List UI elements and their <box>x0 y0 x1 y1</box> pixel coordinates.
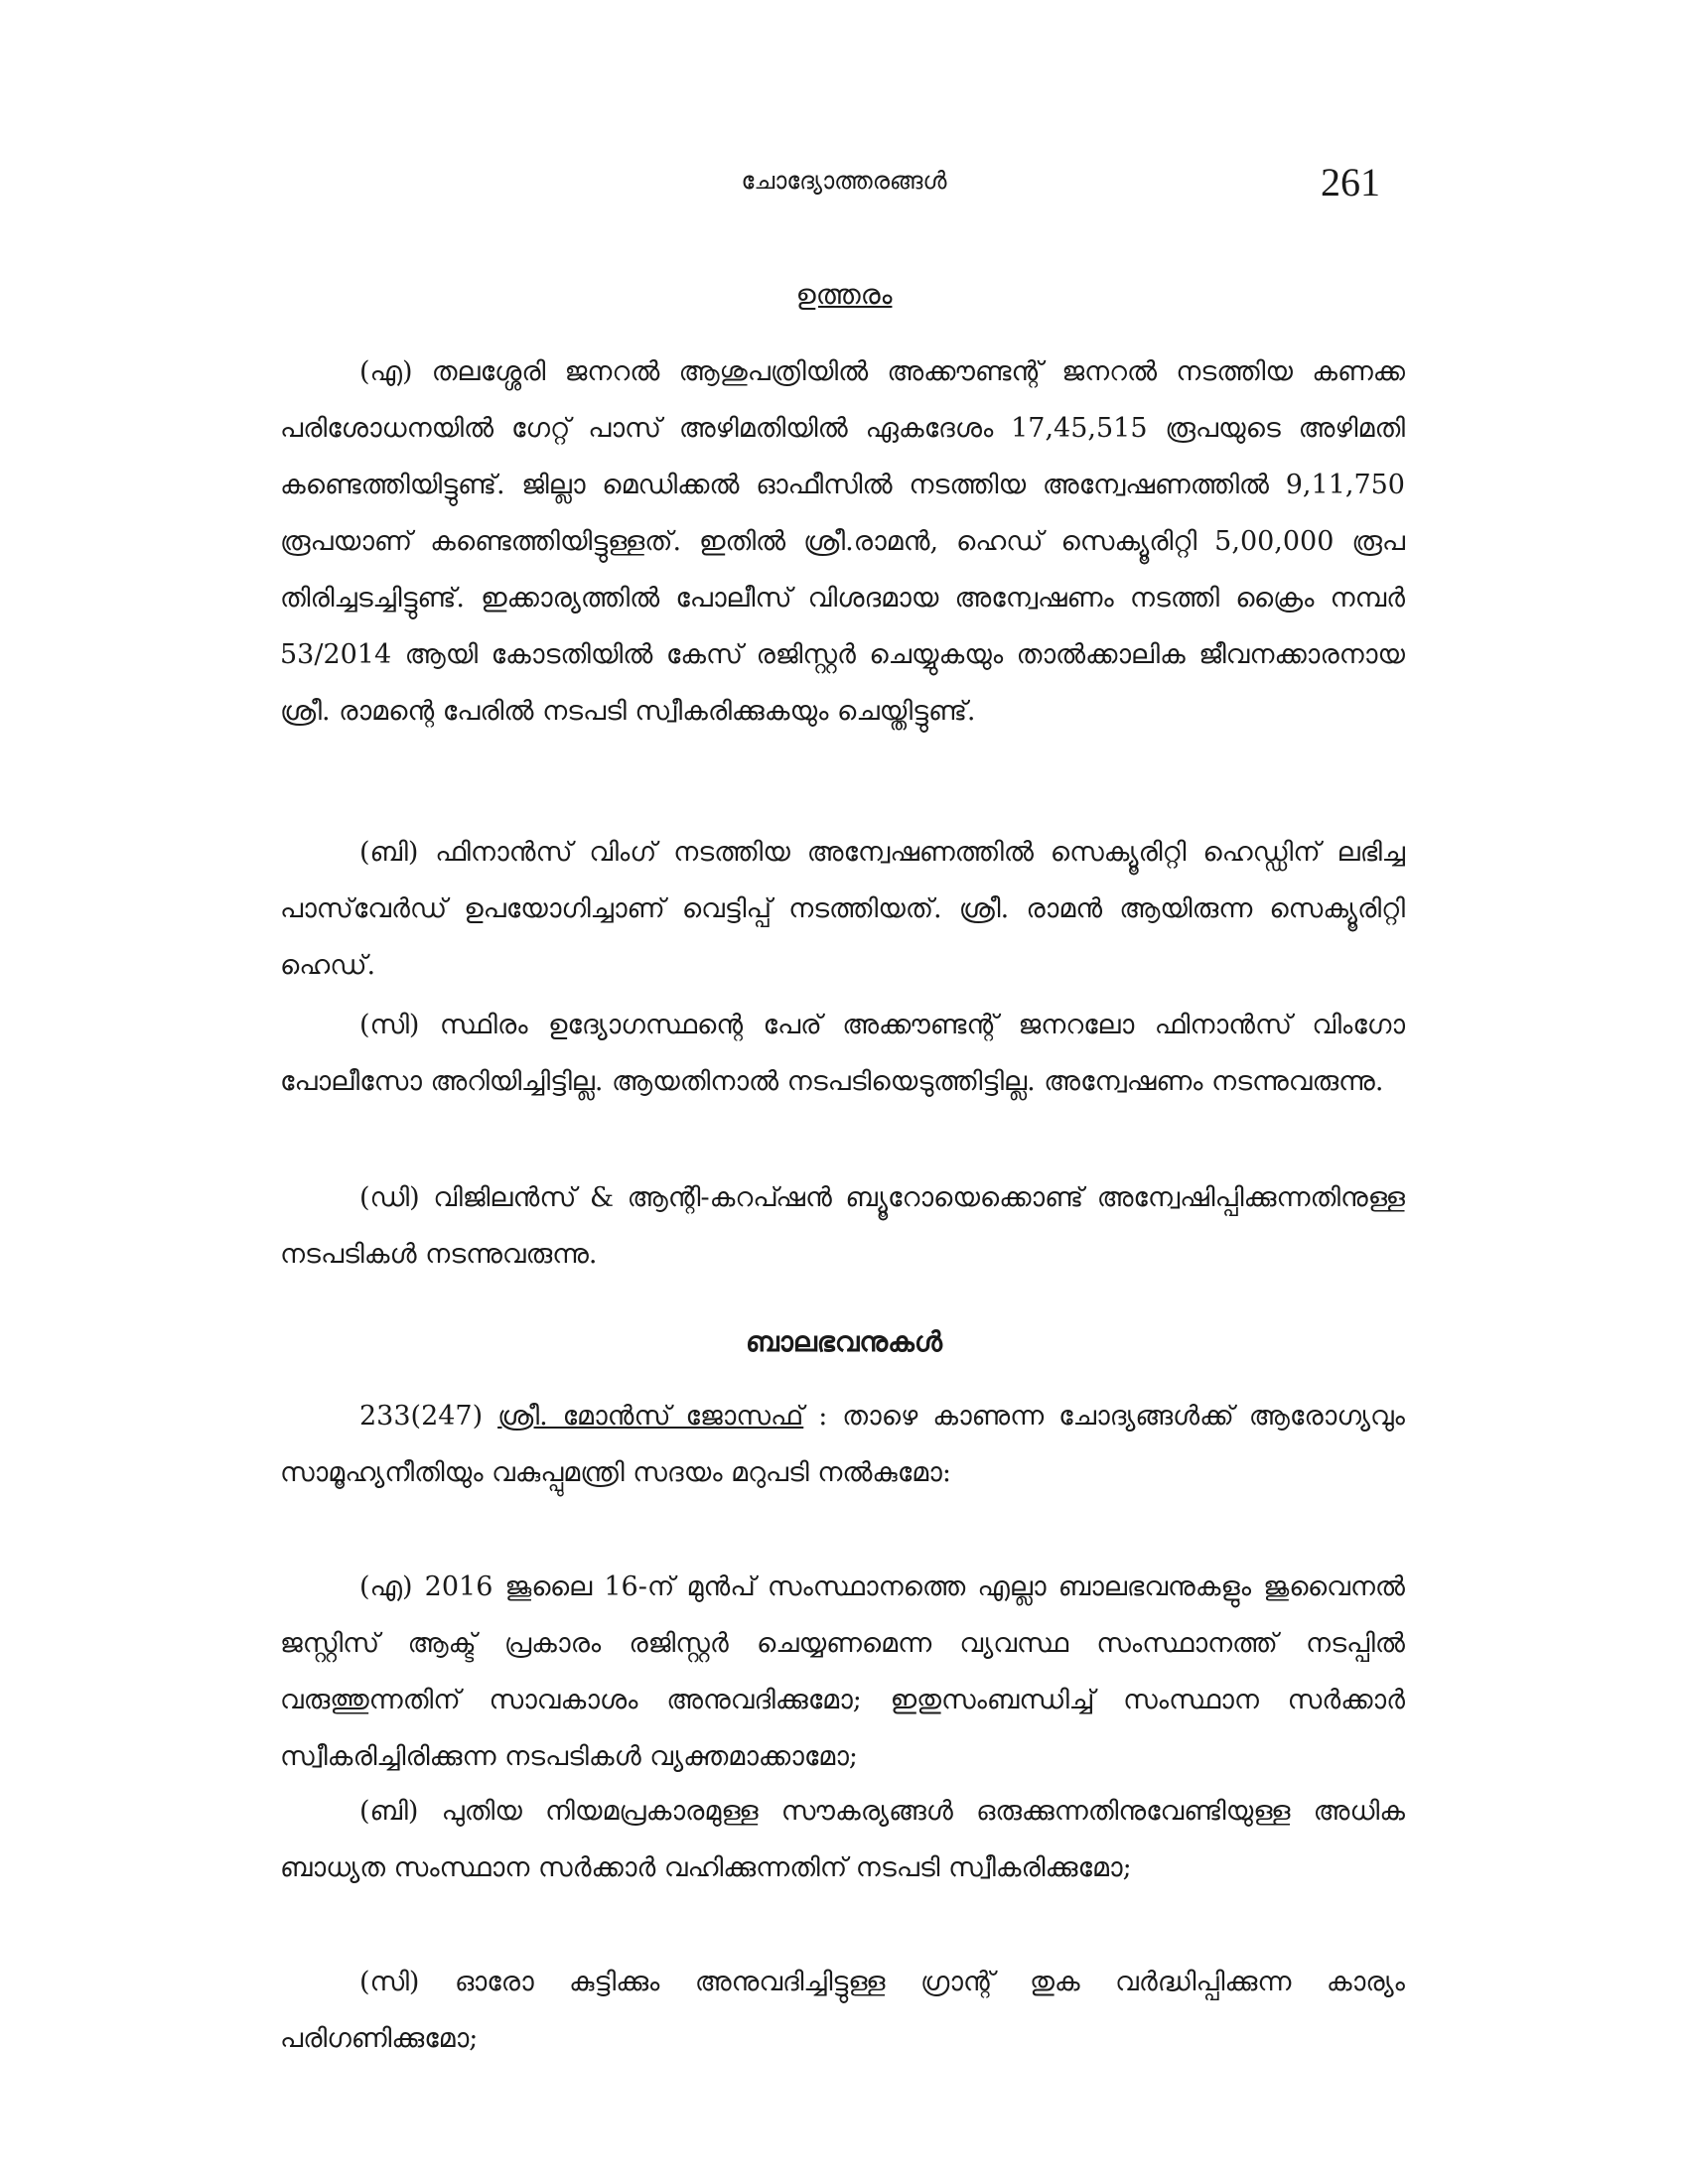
running-header: ചോദ്യോത്തരങ്ങൾ <box>741 167 947 195</box>
answer-item-a: (എ) തലശ്ശേരി ജനറൽ ആശുപത്രിയിൽ അക്കൗണ്ടന്റ് ജനറൽ നടത്തിയ കണക്ക പരിശോധനയിൽ ഗേറ്റ് പാസ് അഴിമതിയിൽ ഏകദേശം 17,45,515 രൂപയുടെ അഴിമതി കണ്ടെത്തിയിട്ടുണ്ട്. ജില്ലാ മെഡിക്കൽ ഓഫീസിൽ നടത്തിയ അന്വേഷണത്തിൽ 9,11,750 രൂപയാണ് കണ്ടെത്തിയിട്ടുള്ളത്. ഇതിൽ ശ്രീ.രാമൻ, ഹെഡ് സെക്യൂരിറ്റി 5,00,000 രൂപ തിരിച്ചടച്ചിട്ടുണ്ട്. ഇക്കാര്യത്തിൽ പോലീസ് വിശദമായ അന്വേഷണം നടത്തി ക്രൈം നമ്പർ 53/2014 ആയി കോടതിയിൽ കേസ് രജിസ്റ്റർ ചെയ്യുകയും താൽക്കാലിക ജീവനക്കാരനായ ശ്രീ. രാമന്റെ പേരിൽ നടപടി സ്വീകരിക്കുകയും ചെയ്തിട്ടുണ്ട്. <box>280 356 1405 727</box>
member-name: ശ്രീ. മോൻസ് ജോസഫ് <box>497 1401 804 1432</box>
question-intro <box>280 1388 1405 1501</box>
answer-item-d: (ഡി) വിജിലൻസ് & ആന്റി-കറപ്ഷൻ ബ്യൂറോയെക്കൊണ്ട് അന്വേഷിപ്പിക്കുന്നതിനുള്ള നടപടികൾ നടന്നുവരുന്നു. <box>280 1182 1405 1270</box>
question-item-c: (സി) ഓരോ കുട്ടിക്കും അനുവദിച്ചിട്ടുള്ള ഗ്രാന്റ് തുക വർദ്ധിപ്പിക്കുന്ന കാര്യം പരിഗണിക്കുമോ; <box>280 1967 1405 2054</box>
question-number: 233(247) <box>359 1401 484 1432</box>
answer-item-b: (ബി) ഫിനാൻസ് വിംഗ് നടത്തിയ അന്വേഷണത്തിൽ സെക്യൂരിറ്റി ഹെഡ്ഡിന് ലഭിച്ച പാസ്‌വേർഡ് ഉപയോഗിച്ചാണ് വെട്ടിപ്പ് നടത്തിയത്. ശ്രീ. രാമൻ ആയിരുന്ന സെക്യൂരിറ്റി ഹെഡ്. <box>280 837 1405 981</box>
question-item-b: (ബി) പുതിയ നിയമപ്രകാരമുള്ള സൗകര്യങ്ങൾ ഒരുക്കുന്നതിനുവേണ്ടിയുള്ള അധിക ബാധ്യത സംസ്ഥാന സർക്കാർ വഹിക്കുന്നതിന് നടപടി സ്വീകരിക്കുമോ; <box>280 1796 1405 1883</box>
question-heading: ബാലഭവനുകൾ <box>746 1325 942 1358</box>
question-item-a: (എ) 2016 ജൂലൈ 16-ന് മുൻപ് സംസ്ഥാനത്തെ എല്ലാ ബാലഭവനുകളും ജുവൈനൽ ജസ്റ്റിസ് ആക്ട് പ്രകാരം രജിസ്റ്റർ ചെയ്യണമെന്ന വ്യവസ്ഥ സംസ്ഥാനത്ത് നടപ്പിൽ വരുത്തുന്നതിന് സാവകാശം അനുവദിക്കുമോ; ഇതുസംബന്ധിച്ച് സംസ്ഥാന സർക്കാർ സ്വീകരിച്ചിരിക്കുന്ന നടപടികൾ വ്യക്തമാക്കാമോ; <box>280 1571 1405 1772</box>
answer-heading: ഉത്തരം <box>795 278 893 311</box>
answer-item-c: (സി) സ്ഥിരം ഉദ്യോഗസ്ഥന്റെ പേര് അക്കൗണ്ടന്റ് ജനറലോ ഫിനാൻസ് വിംഗോ പോലീസോ അറിയിച്ചിട്ടില്ല. ആയതിനാൽ നടപടിയെടുത്തിട്ടില്ല. അന്വേഷണം നടന്നുവരുന്നു. <box>280 1010 1405 1097</box>
question-intro-text: : താഴെ കാണുന്ന ചോദ്യങ്ങൾക്ക് ആരോഗ്യവും സാമൂഹ്യനീതിയും വകുപ്പുമന്ത്രി സദയം മറുപടി നൽകുമോ: <box>280 1401 1405 1488</box>
page-number: 261 <box>1321 160 1380 205</box>
